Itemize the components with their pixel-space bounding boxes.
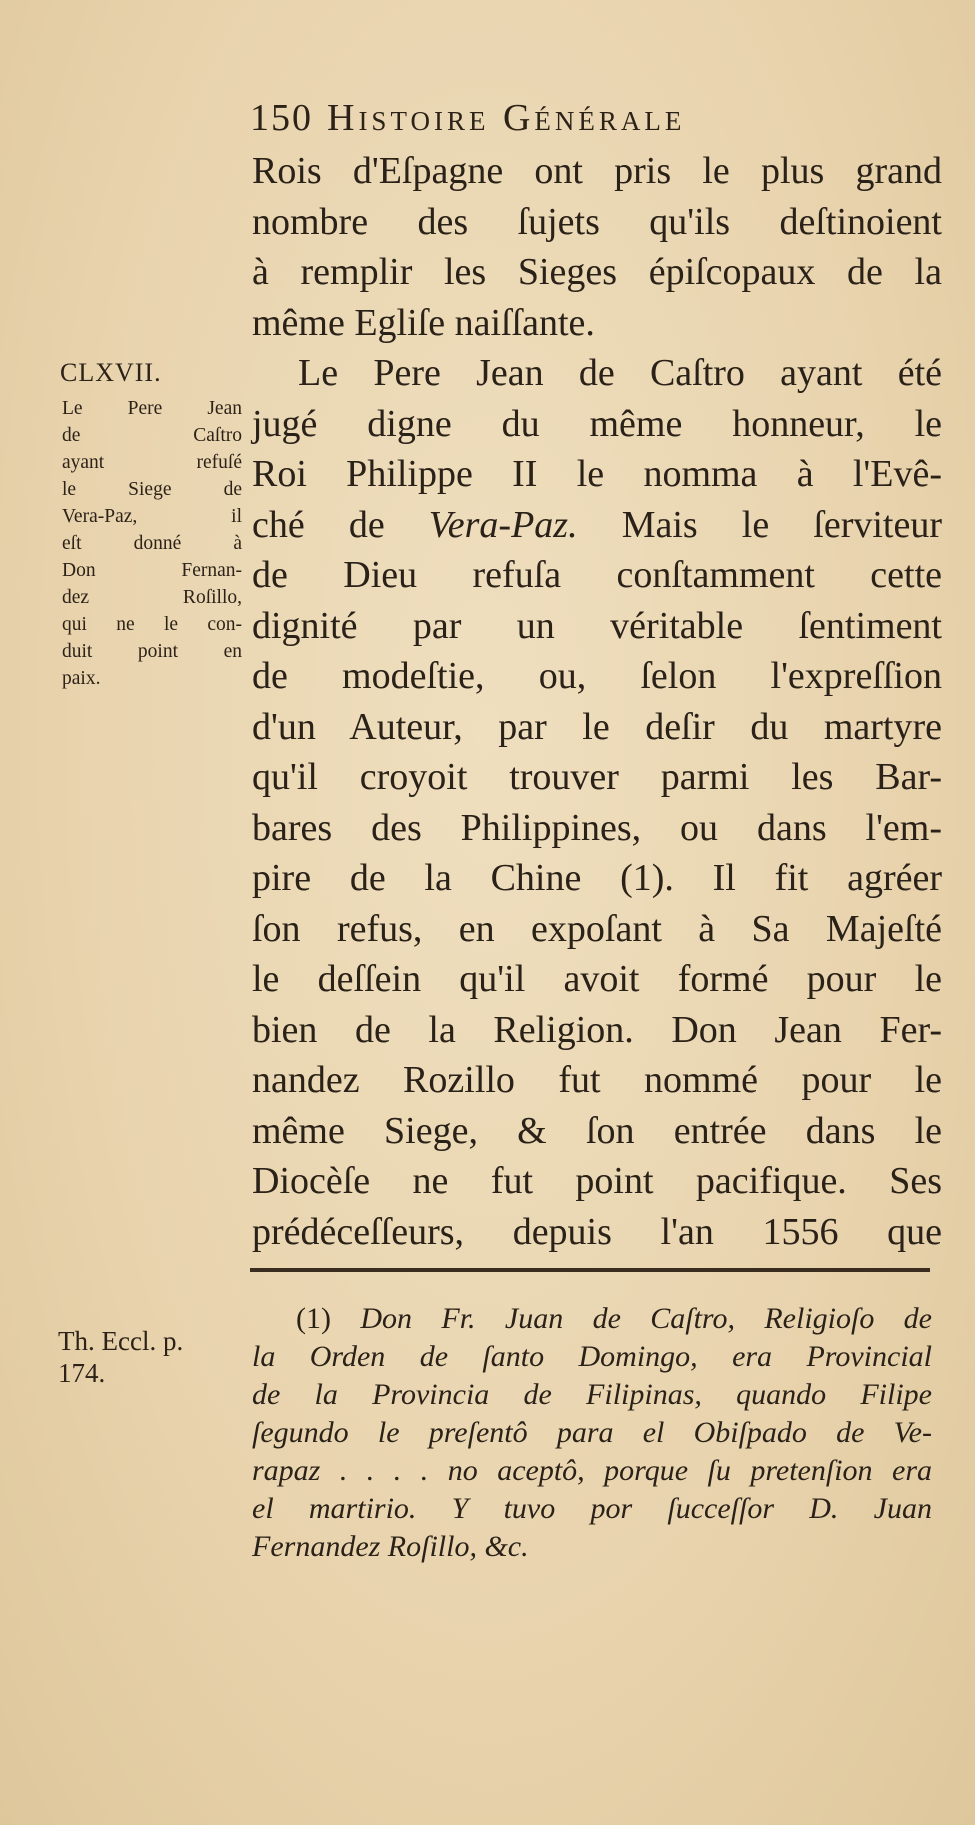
margin-line: dez Roſillo, — [62, 587, 242, 608]
text-line: Diocèſe ne fut point pacifique. Ses — [252, 1160, 942, 1202]
place-name-italic: Vera-Paz. — [428, 503, 578, 546]
text-line: bares des Philippines, ou dans l'em- — [252, 806, 942, 849]
text-line: jugé digne du même honneur, le — [252, 402, 942, 445]
main-text — [252, 146, 942, 1257]
text-line: le deſſein qu'il avoit formé pour le — [252, 958, 942, 1000]
margin-line: qui ne le con- — [62, 614, 242, 635]
margin-reference — [58, 1325, 183, 1389]
margin-line: Don Fernan- — [62, 560, 242, 581]
text-line: bien de la Religion. Don Jean Fer- — [252, 1008, 942, 1051]
page-number: 150 — [250, 97, 313, 139]
running-head — [250, 96, 685, 140]
text-line: qu'il croyoit trouver parmi les Bar- — [252, 756, 942, 798]
text-line: de modeſtie, ou, ſelon l'expreſſion — [252, 655, 942, 697]
footnote-separator-rule — [250, 1268, 930, 1272]
margin-line: paix. — [62, 668, 101, 689]
margin-line: Vera-Paz, il — [62, 506, 242, 527]
margin-summary — [62, 395, 242, 692]
footnote-line: la Orden de ſanto Domingo, era Provincial — [252, 1340, 932, 1373]
footnote-line: rapaz . . . . no aceptô, porque ſu pretenſion era — [252, 1454, 932, 1487]
section-number: CLXVII. — [60, 358, 162, 387]
text-line: Rois d'Eſpagne ont pris le plus grand — [252, 150, 942, 192]
footnote-marker: (1) — [296, 1302, 331, 1335]
text-line-content: ché de — [252, 503, 385, 546]
text-line: de Dieu refuſa conſtamment cette — [252, 554, 942, 596]
text-line: pire de la Chine (1). Il fit agréer — [252, 857, 942, 899]
running-title: Histoire Générale — [327, 97, 686, 139]
text-line: à remplir les Sieges épiſcopaux de la — [252, 251, 942, 293]
text-line: même Egliſe naiſſante. — [252, 301, 595, 344]
footnote-line — [252, 1300, 932, 1338]
text-line — [252, 500, 942, 551]
text-line: Roi Philippe II le nomma à l'Evê- — [252, 453, 942, 495]
footnote-text: Don Fr. Juan de Caſtro, Religioſo de — [360, 1302, 932, 1335]
reference-line: 174. — [58, 1358, 106, 1388]
footnote-line: el martirio. Y tuvo por ſucceſſor D. Juan — [252, 1492, 932, 1525]
text-line — [252, 348, 942, 399]
text-line: d'un Auteur, par le deſir du martyre — [252, 705, 942, 748]
text-line-content: Le Pere Jean de Caſtro ayant été — [298, 352, 942, 394]
margin-line: ayant refuſé — [62, 452, 242, 473]
margin-line: Le Pere Jean — [62, 398, 242, 419]
text-line: nandez Rozillo fut nommé pour le — [252, 1059, 942, 1101]
text-line: nombre des ſujets qu'ils deſtinoient — [252, 200, 942, 243]
text-line-content: Mais le ſerviteur — [621, 503, 943, 546]
footnote — [252, 1300, 932, 1566]
margin-line: de Caſtro — [62, 425, 242, 446]
text-line: même Siege, & ſon entrée dans le — [252, 1109, 942, 1152]
margin-line: eſt donné à — [62, 533, 242, 554]
margin-line: duit point en — [62, 641, 242, 662]
margin-line: le Siege de — [62, 479, 242, 500]
text-line: dignité par un véritable ſentiment — [252, 604, 942, 647]
footnote-line: de la Provincia de Filipinas, quando Filipe — [252, 1378, 932, 1411]
text-line: ſon refus, en expoſant à Sa Majeſté — [252, 907, 942, 950]
footnote-line: Fernandez Roſillo, &c. — [252, 1530, 529, 1563]
reference-line: Th. Eccl. p. — [58, 1326, 184, 1356]
footnote-line: ſegundo le preſentô para el Obiſpado de Ve- — [252, 1416, 932, 1449]
text-line: prédéceſſeurs, depuis l'an 1556 que — [252, 1210, 942, 1253]
